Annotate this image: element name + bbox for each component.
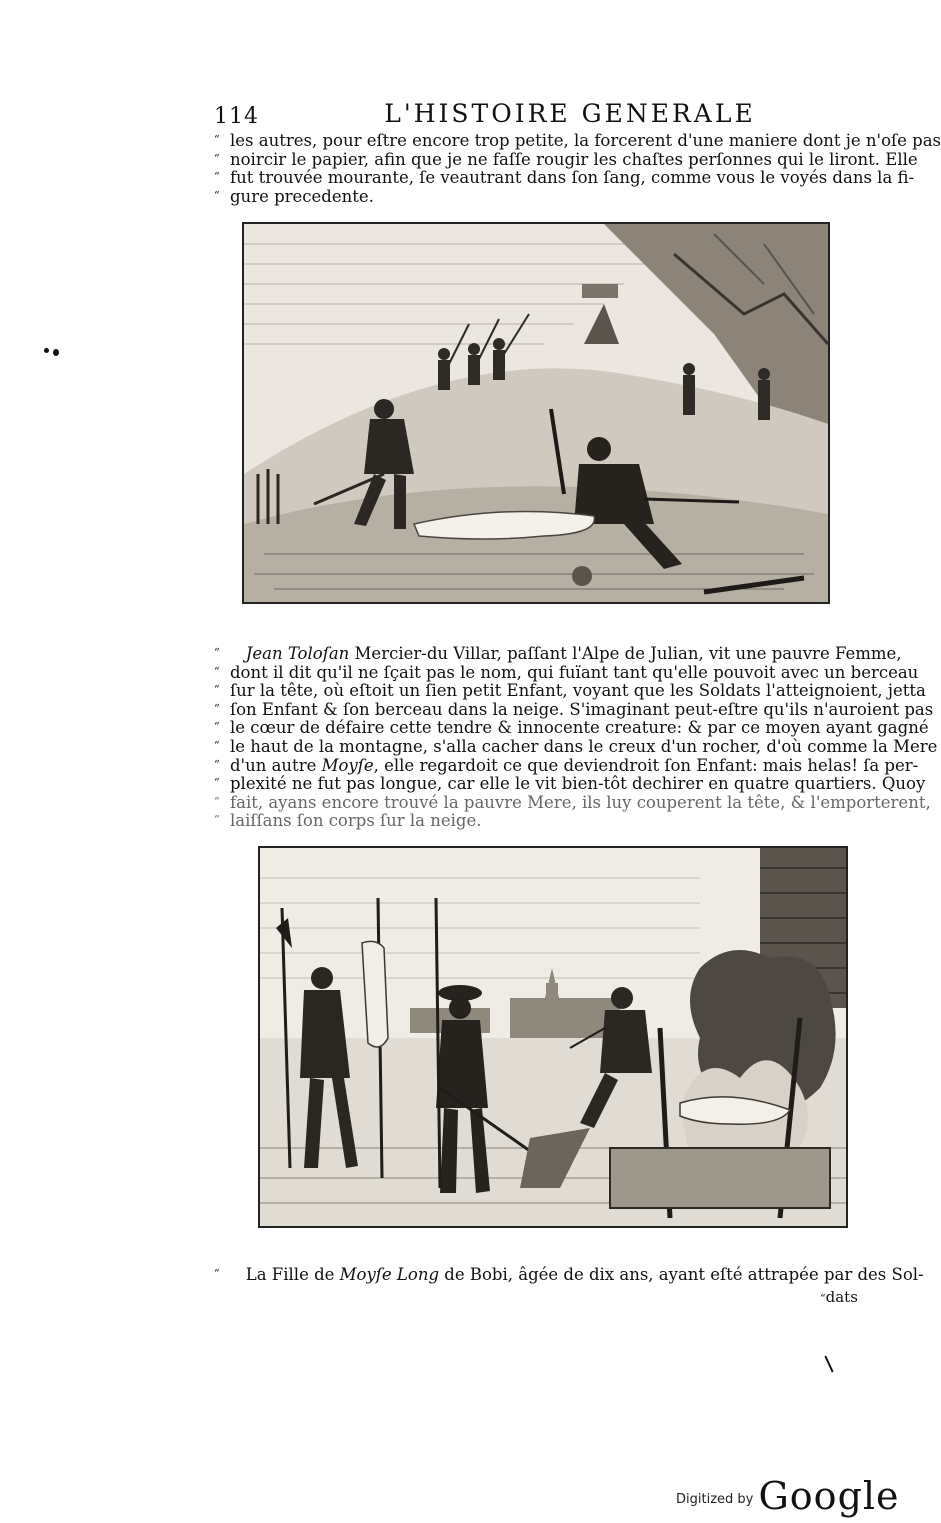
text-line: “ d'un autre Moyſe, elle regardoit ce que deviendroit ſon Enfant: mais helas! ſa per- [214, 755, 919, 775]
ink-speck [53, 349, 59, 356]
google-logo: Google [758, 1474, 900, 1518]
text-line: “ plexité ne fut pas longue, car elle le vit bien-tôt dechirer en quatre quartiers. Quoy [214, 774, 926, 794]
text-line: “ le cœur de défaire cette tendre & innocente creature: & par ce moyen ayant gagné [214, 718, 929, 738]
paragraph-middle [214, 644, 938, 831]
text-line: “ La Fille de Moyſe Long de Bobi, âgée de dix ans, ayant eſté attrapée par des Sol- [214, 1265, 924, 1284]
ink-speck [44, 348, 49, 353]
paragraph-top [214, 131, 941, 206]
text-line: “ Jean Toloſan Mercier-du Villar, paſſant l'Alpe de Julian, vit une pauvre Femme, [214, 644, 902, 663]
text-line: “ noircir le papier, afin que je ne faſſe rougir les chaſtes perſonnes qui le liront. Elle [214, 149, 918, 169]
text-line: “ ſur la tête, où eſtoit un ſien petit Enfant, voyant que les Soldats l'atteignoient, jetta [214, 681, 926, 701]
text-line: “ laiſſans ſon corps ſur la neige. [214, 811, 482, 831]
engraving-execution-scene [258, 846, 848, 1228]
page-number: 114 [214, 104, 259, 129]
watermark-prefix: Digitized by [676, 1492, 754, 1507]
text-line: “ ſon Enfant & ſon berceau dans la neige. S'imaginant peut-eſtre qu'ils n'auroient pas [214, 699, 934, 719]
paragraph-bottom [214, 1265, 924, 1284]
digitized-by-google-watermark [676, 1474, 900, 1518]
text-line: “ fut trouvée mourante, ſe veautrant dans ſon ſang, comme vous le voyés dans la fi- [214, 168, 915, 188]
running-title: L'HISTOIRE GENERALE [384, 99, 756, 128]
engraving-mountain-massacre [242, 222, 830, 604]
ink-speck [824, 1355, 833, 1372]
text-line: “ les autres, pour eſtre encore trop petite, la forcerent d'une maniere dont je n'oſe pas [214, 131, 941, 150]
text-line: “ dont il dit qu'il ne ſçait pas le nom, qui fuïant tant qu'elle pouvoit avec un berceau [214, 662, 919, 682]
engraving-illustration [260, 848, 846, 1226]
text-line: “ gure precedente. [214, 186, 374, 206]
text-line: “ le haut de la montagne, s'alla cacher dans le creux d'un rocher, d'où comme la Mere [214, 736, 938, 756]
catchword: “dats [820, 1288, 858, 1306]
engraving-illustration [244, 224, 828, 602]
text-line: “ fait, ayans encore trouvé la pauvre Mere, ils luy couperent la tête, & l'emporterent, [214, 792, 931, 812]
